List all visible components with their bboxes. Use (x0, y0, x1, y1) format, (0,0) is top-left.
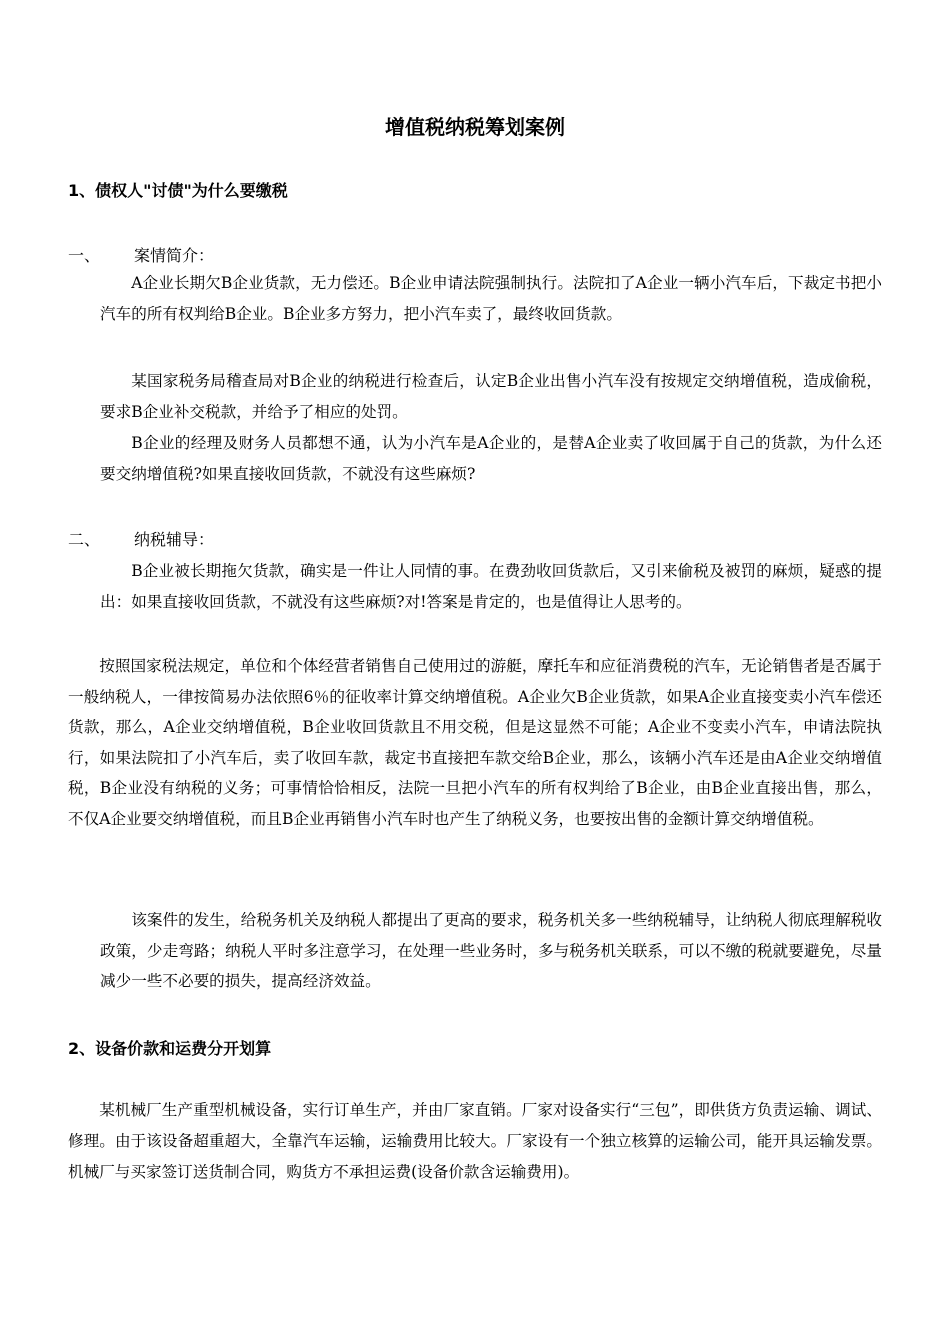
paragraph: B企业被长期拖欠货款，确实是一件让人同情的事。在费劲收回货款后，又引来偷税及被罚的麻烦，疑惑的提出：如果直接收回货款，不就没有这些麻烦?对!答案是肯定的，也是值得让人思考的。 (100, 562, 882, 611)
paragraph: 某机械厂生产重型机械设备，实行订单生产，并由厂家直销。厂家对设备实行“三包”，即供货方负责运输、调试、修理。由于该设备超重超大，全靠汽车运输，运输费用比较大。厂家设有一个独立核算的运输公司，能开具运输发票。机械厂与买家签订送货制合同，购货方不承担运费(设备价款含运输费用)。 (68, 1101, 882, 1181)
paragraph: A企业长期欠B企业货款，无力偿还。B企业申请法院强制执行。法院扣了A企业一辆小汽车后，下裁定书把小汽车的所有权判给B企业。B企业多方努力，把小汽车卖了，最终收回货款。 (100, 274, 882, 323)
subsection-1-label: 案情简介： (134, 246, 215, 265)
paragraph: 按照国家税法规定，单位和个体经营者销售自己使用过的游艇，摩托车和应征消费税的汽车，无论销售者是否属于一般纳税人，一律按简易办法依照6％的征收率计算交纳增值税。A企业欠B企业货款，如果A企业直接变卖小汽车偿还货款，那么，A企业交纳增值税，B企业收回货款且不用交税，但是这显然不可能；A企业不变卖小汽车，申请法院执行，如果法院扣了小汽车后，卖了收回车款，裁定书直接把车款交给B企业，那么，该辆小汽车还是由A企业交纳增值税，B企业没有纳税的义务；可事情恰恰相反，法院一旦把小汽车的所有权判给了B企业，由B企业直接出售，那么，不仅A企业要交纳增值税，而且B企业再销售小汽车时也产生了纳税义务，也要按出售的金额计算交纳增值税。 (68, 657, 882, 828)
subsection-1-heading (68, 244, 214, 268)
subsection-2-heading (68, 528, 214, 552)
subsection-2-label: 纳税辅导： (134, 530, 215, 549)
section-1-heading: 1、债权人"讨债"为什么要缴税 (68, 181, 288, 200)
paragraph: 某国家税务局稽查局对B企业的纳税进行检查后，认定B企业出售小汽车没有按规定交纳增值税，造成偷税，要求B企业补交税款，并给予了相应的处罚。 (100, 372, 882, 421)
section-2-heading: 2、设备价款和运费分开划算 (68, 1039, 272, 1058)
subsection-1-number: 一、 (68, 246, 101, 265)
document-title: 增值税纳税筹划案例 (385, 115, 565, 139)
subsection-2-number: 二、 (68, 530, 101, 549)
paragraph: B企业的经理及财务人员都想不通，认为小汽车是A企业的，是替A企业卖了收回属于自己的货款，为什么还要交纳增值税?如果直接收回货款，不就没有这些麻烦? (100, 434, 882, 483)
paragraph: 该案件的发生，给税务机关及纳税人都提出了更高的要求，税务机关多一些纳税辅导，让纳税人彻底理解税收政策，少走弯路；纳税人平时多注意学习，在处理一些业务时，多与税务机关联系，可以不缴的税就要避免，尽量减少一些不必要的损失，提高经济效益。 (100, 911, 882, 990)
